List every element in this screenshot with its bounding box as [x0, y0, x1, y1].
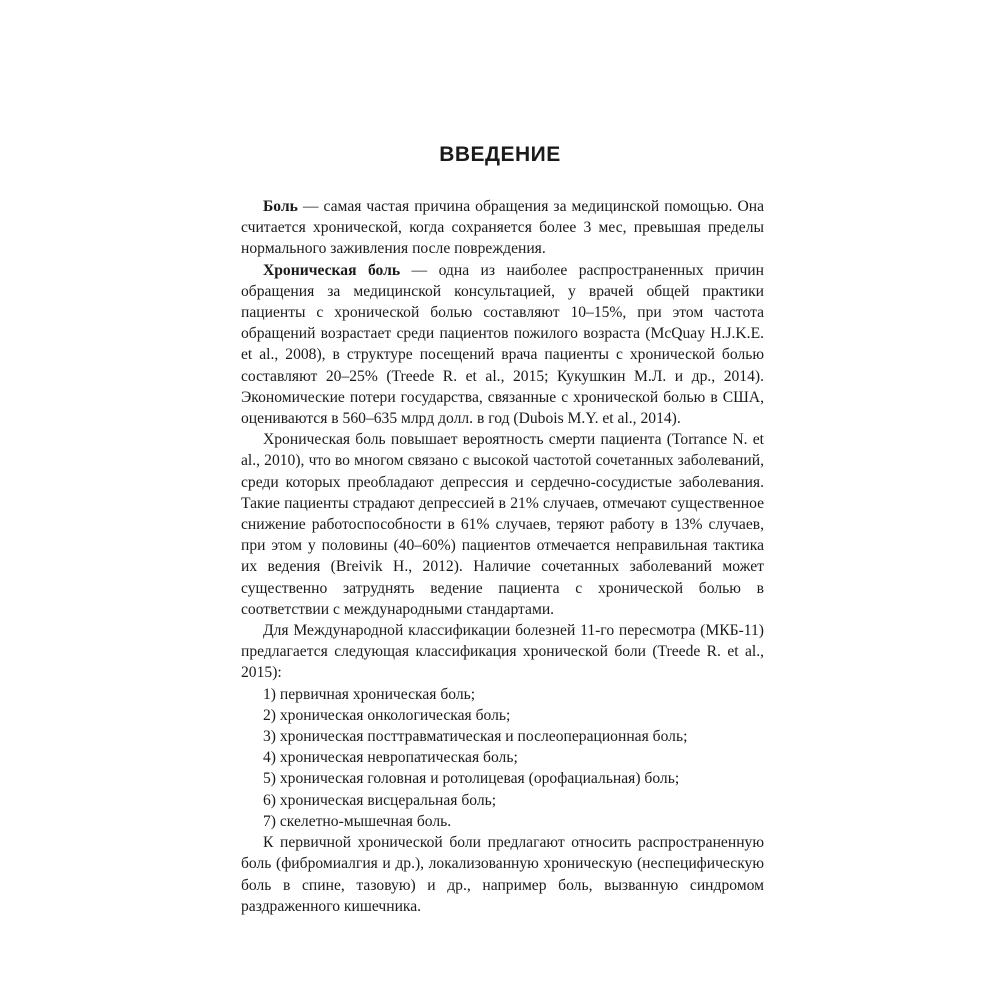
- term-chronic-pain: Хроническая боль: [263, 261, 401, 279]
- list-item: 4) хроническая невропатическая боль;: [263, 749, 518, 767]
- term-pain: Боль: [263, 198, 298, 215]
- paragraph-chronic-pain: [241, 260, 764, 430]
- paragraph-mortality: Хроническая боль повышает вероятность смерти пациента (Torrance N. et al., 2010), что во многом связано с высокой частотой сочетанных заболеваний, среди которых преобладают депрессия и сердечно-сосудистые заболевания. Такие пациенты страдают депрессией в 21% случаев, отмечают существенное снижение работоспособности в 61% случаев, теряют работу в 13% случаев, при этом у половины (40–60%) пациентов отмечается неправильная тактика их ведения (Breivik H., 2012). Наличие сочетанных заболеваний может существенно затруднять ведение пациента с хронической болью в соответствии с международными стандартами.: [241, 431, 764, 618]
- list-item: 7) скелетно-мышечная боль.: [263, 812, 452, 830]
- classification-list: [241, 684, 764, 832]
- paragraph-text: — одна из наиболее распространенных причин обращения за медицинской консультацией, у врачей общей практики пациенты с хронической болью составляют 10–15%, при этом частота обращений возрастает среди пациентов пожилого возраста (McQuay H.J.K.E. et al., 2008), в структуре посещений врача пациенты с хронической болью составляют 20–25% (Treede R. et al., 2015; Кукушкин М.Л. и др., 2014). Экономические потери государства, связанные с хронической болью в США, оцениваются в 560–635 млрд долл. в год (Dubois M.Y. et al., 2014).: [241, 261, 764, 428]
- list-item: 3) хроническая посттравматическая и послеоперационная боль;: [263, 728, 688, 746]
- list-item: 1) первичная хроническая боль;: [263, 685, 476, 703]
- list-item: 2) хроническая онкологическая боль;: [263, 706, 511, 724]
- body-text: [241, 196, 764, 917]
- list-item: 6) хроническая висцеральная боль;: [263, 791, 497, 809]
- paragraph-primary-pain: К первичной хронической боли предлагают относить распространенную боль (фибромиалгия и др.), локализованную хроническую (неспецифическую боль в спине, тазовую) и др., например боль, вызванную синдромом раздраженного кишечника.: [241, 834, 764, 915]
- list-item: 5) хроническая головная и ротолицевая (орофациальная) боль;: [263, 770, 680, 788]
- paragraph-pain-definition: [241, 196, 764, 260]
- paragraph-classification-intro: Для Международной классификации болезней 11-го пересмотра (МКБ-11) предлагается следующая классификация хронической боли (Treede R. et al., 2015):: [241, 622, 764, 682]
- paragraph-text: — самая частая причина обращения за медицинской помощью. Она считается хронической, когда сохраняется более 3 мес, превышая пределы нормального заживления после повреждения.: [241, 198, 764, 258]
- chapter-heading: ВВЕДЕНИЕ: [439, 143, 561, 166]
